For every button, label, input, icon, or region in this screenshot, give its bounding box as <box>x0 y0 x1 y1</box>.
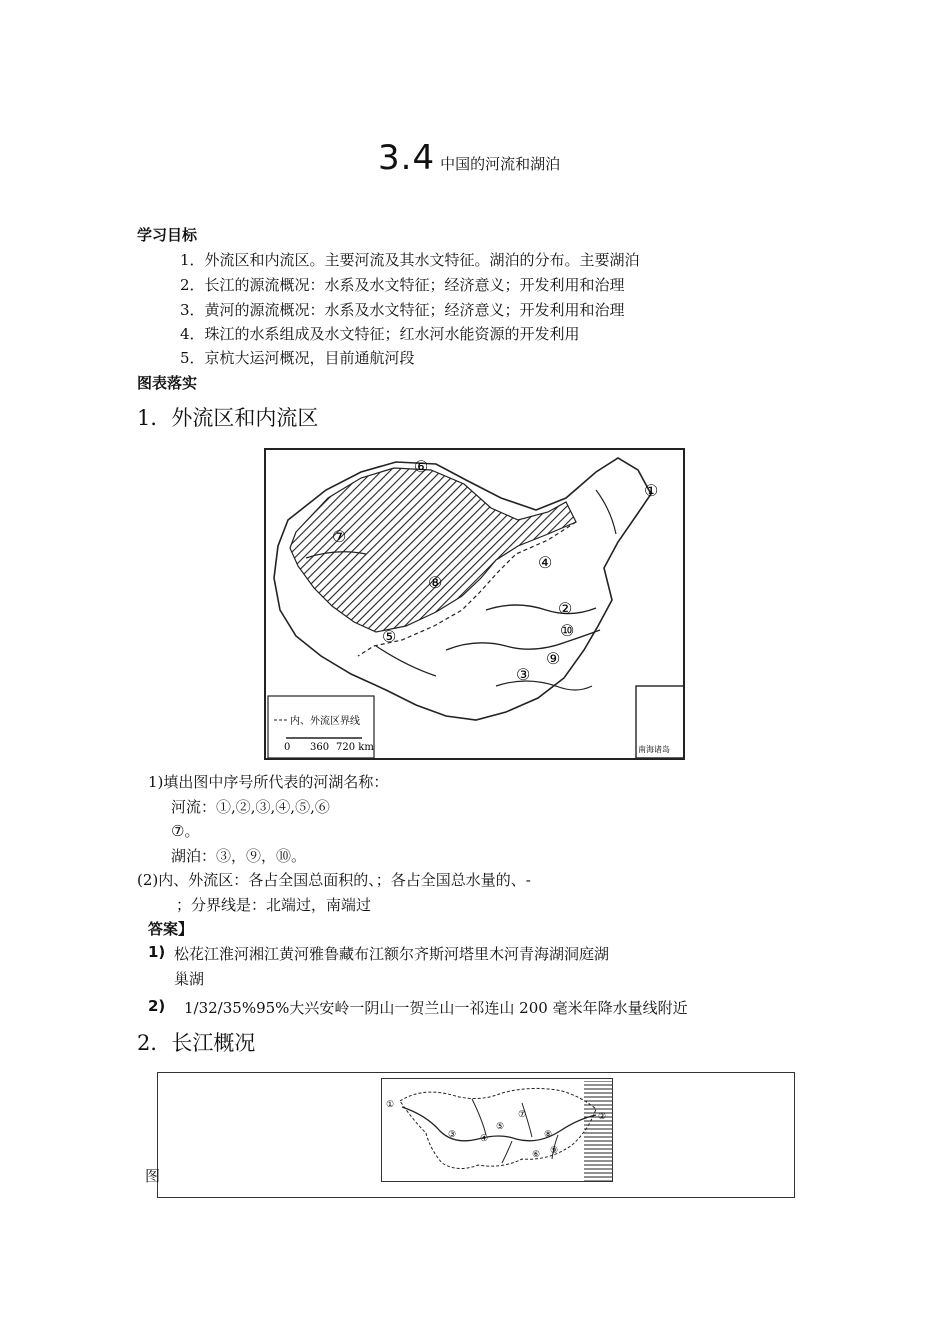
river-line <box>486 605 596 614</box>
goal-item: 4．珠江的水系组成及水文特征；红水河水能资源的开发利用 <box>180 325 580 343</box>
title-text: 中国的河流和湖泊 <box>440 155 561 173</box>
goal-item: 1．外流区和内流区。主要河流及其水文特征。湖泊的分布。主要湖泊 <box>180 251 640 269</box>
map-marker-1: ① <box>644 481 659 500</box>
yangtze-marker-7: ⑦ <box>518 1110 527 1120</box>
yangtze-marker-6: ⑥ <box>532 1150 541 1160</box>
title-number: 3.4 <box>378 138 436 178</box>
goal-item: 5．京杭大运河概况，目前通航河段 <box>180 349 415 367</box>
river-line <box>376 646 436 676</box>
map-marker-10: ⑩ <box>560 621 575 640</box>
q1-intro: 1)填出图中序号所代表的河湖名称： <box>148 773 389 791</box>
answer2-text: 1/32/35%95%大兴安岭一阴山一贺兰山一祁连山 200 毫米年降水量线附近 <box>184 999 688 1017</box>
yangtze-marker-5: ⑤ <box>496 1122 505 1132</box>
yangtze-marker-4: ④ <box>480 1134 489 1144</box>
page-title <box>378 138 560 178</box>
tributary <box>522 1103 532 1137</box>
map-marker-8: ⑧ <box>428 573 443 592</box>
map-marker-5: ⑤ <box>382 627 397 646</box>
q1-rivers: 河流：①,②,③,④,⑤,⑥ <box>171 798 330 816</box>
tributary <box>502 1141 512 1163</box>
river-line <box>446 630 600 650</box>
inland-drainage-region <box>290 468 576 632</box>
china-map-drawing <box>266 450 685 760</box>
scale-0: 0 <box>284 742 291 753</box>
yangtze-map-drawing <box>382 1079 613 1182</box>
river-line <box>496 681 592 690</box>
yangtze-marker-8: ⑧ <box>544 1130 553 1140</box>
q2-line2: ；分界线是：北端过，南端过 <box>176 896 372 914</box>
answer-heading: 答案】 <box>148 920 194 938</box>
china-drainage-map <box>264 448 685 760</box>
inset-label: 南海诸岛 <box>638 745 670 754</box>
yangtze-basin-map <box>381 1078 613 1182</box>
section2-heading: 2．长江概况 <box>137 1031 256 1055</box>
answer1-num: 1) <box>148 943 166 961</box>
river-line <box>596 490 616 534</box>
sea-hatch <box>584 1081 612 1181</box>
figure-side-label: 图 <box>145 1167 161 1185</box>
yangtze-marker-1: ① <box>386 1100 395 1110</box>
answer1-text: 松花江淮河湘江黄河雅鲁藏布江额尔齐斯河塔里木河青海湖洞庭湖 <box>174 945 610 963</box>
map-marker-7: ⑦ <box>332 527 347 546</box>
scale-360: 360 <box>310 742 330 753</box>
q1-rivers-cont: ⑦。 <box>171 822 200 840</box>
map-marker-9: ⑨ <box>546 649 561 668</box>
map-marker-4: ④ <box>538 553 553 572</box>
q1-lakes: 湖泊：③，⑨，⑩。 <box>171 847 307 865</box>
map-marker-3: ③ <box>516 665 531 684</box>
goal-item: 3．黄河的源流概况：水系及水文特征；经济意义；开发利用和治理 <box>180 301 625 319</box>
answer2-num: 2) <box>148 997 166 1015</box>
yangtze-marker-9: ⑨ <box>550 1146 559 1156</box>
answer1-cont: 巢湖 <box>174 970 205 988</box>
goal-item: 2．长江的源流概况：水系及水文特征；经济意义；开发利用和治理 <box>180 276 625 294</box>
yangtze-marker-2: ② <box>598 1112 607 1122</box>
tributary <box>472 1099 486 1135</box>
map-marker-6: ⑥ <box>414 457 429 476</box>
goals-heading: 学习目标 <box>137 226 198 244</box>
legend-label: 内、外流区界线 <box>290 716 360 727</box>
yangtze-marker-3: ③ <box>448 1130 457 1140</box>
charts-heading: 图表落实 <box>137 374 198 392</box>
map-marker-2: ② <box>558 599 573 618</box>
section1-heading: 1．外流区和内流区 <box>137 406 319 430</box>
q2-line1: (2)内、外流区：各占全国总面积的、；各占全国总水量的、- <box>137 871 531 889</box>
scale-720: 720 km <box>336 742 374 753</box>
